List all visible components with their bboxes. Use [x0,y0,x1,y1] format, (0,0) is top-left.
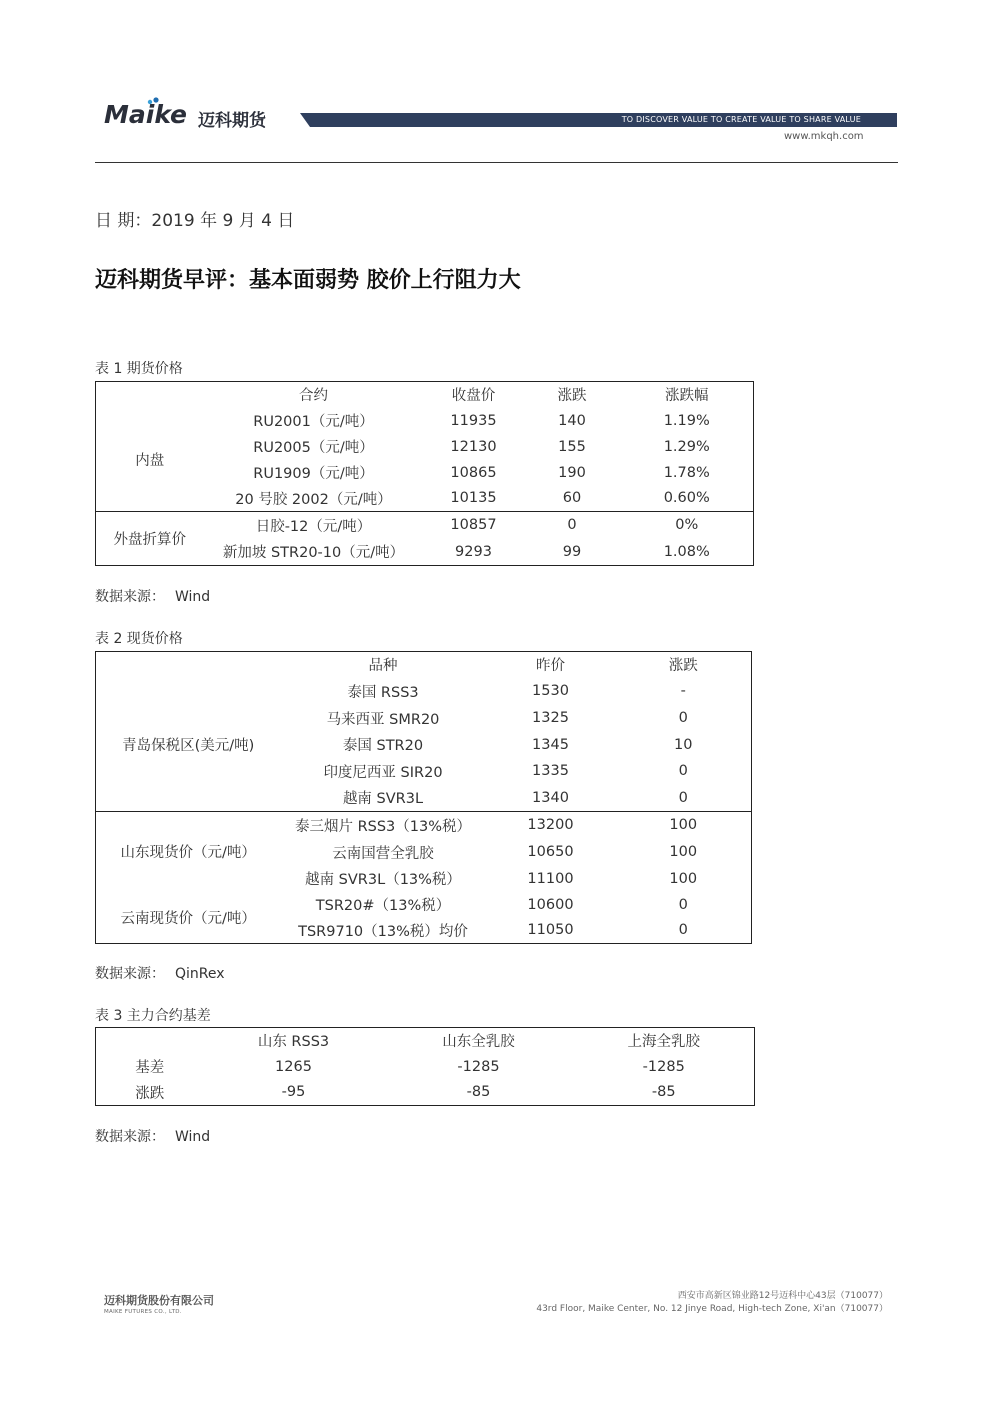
table-cell: 100 [669,870,698,887]
table-cell: 0 [524,512,621,539]
footer-address [536,1290,888,1316]
table-cell: 新加坡 STR20-10（元/吨） [222,545,405,562]
futures-price-table [95,381,754,566]
table-cell: - [680,683,686,699]
table-cell: RU2001（元/吨） [253,414,374,430]
table-header-cell: 涨跌幅 [665,388,709,405]
logo-wordmark: Maike [104,100,188,129]
table-header-cell: 收盘价 [451,388,496,405]
table-cell: 9293 [455,543,492,560]
table-cell: 10135 [450,490,497,507]
table-cell: 泰国 STR20 [342,738,424,754]
table-header-cell [96,1028,204,1054]
table-cell: 140 [558,412,586,429]
table2-caption: 表 2 现货价格 [95,631,183,647]
table-header-cell: 山东全乳胶 [442,1034,515,1051]
table-cell: 0 [678,922,688,939]
table-cell: -95 [281,1084,306,1101]
table-cell: 10865 [450,464,497,481]
table-row [96,1080,755,1106]
source-value: QinRex [175,966,225,982]
source-label: 数据来源： [95,966,165,982]
table-cell: 泰国 RSS3 [347,684,419,701]
report-date: 日 期：2019 年 9 月 4 日 [95,211,295,231]
table-row [96,408,754,434]
table-cell: 1265 [275,1058,312,1075]
table-row [96,678,752,705]
group-label: 内盘 [135,452,165,469]
group-label: 山东现货价（元/吨） [96,812,281,892]
table-cell: 1340 [532,789,569,806]
table-cell: 1.19% [663,412,710,429]
table-cell: 100 [669,844,698,860]
footer-company [104,1292,214,1315]
table-cell: 155 [558,438,586,455]
table-row [96,512,754,539]
table-row [96,1054,755,1080]
table3-caption: 表 3 主力合约基差 [95,1008,211,1024]
table-cell: 云南国营全乳胶 [332,845,434,862]
table-cell: 99 [562,543,582,560]
table-cell: 1530 [532,683,569,699]
website-url[interactable]: www.mkqh.com [784,131,864,142]
table-cell: -85 [651,1084,676,1101]
table-cell: 越南 SVR3L [342,791,424,808]
table2-source [95,963,225,983]
table-cell: 1.29% [663,438,710,455]
table-cell: 0 [678,896,688,913]
group-label: 青岛保税区(美元/吨) [122,737,255,754]
logo-chinese-name: 迈科期货 [198,111,266,131]
slogan-text: TO DISCOVER VALUE TO CREATE VALUE TO SHARE VALUE [621,115,861,124]
table-cell: -1285 [457,1058,500,1075]
table-cell: 20 号胶 2002（元/吨） [235,491,392,508]
basis-table [95,1027,755,1106]
report-title: 迈科期货早评：基本面弱势 胶价上行阻力大 [95,268,521,293]
table1-caption: 表 1 期货价格 [95,361,183,377]
footer-company-cn: 迈科期货股份有限公司 [104,1294,214,1307]
source-value: Wind [175,1129,211,1145]
table-header-cell: 山东 RSS3 [257,1034,330,1051]
table-cell: 0 [678,789,688,806]
table-header-row [96,652,752,678]
footer-company-en: MAIKE FUTURES CO., LTD. [104,1309,182,1315]
spot-price-table [95,651,752,944]
table3-source [95,1126,210,1146]
slogan-bar [300,113,897,127]
table-cell: 12130 [450,438,497,455]
footer-address-en: 43rd Floor, Maike Center, No. 12 Jinye Road, High-tech Zone, Xi'an（710077） [536,1304,888,1314]
table-cell: 0 [678,763,688,779]
table-cell: 1325 [532,710,569,726]
table-header-cell: 合约 [299,388,328,405]
table-header-cell: 品种 [368,658,398,675]
table1-source [95,586,210,606]
table-cell: 13200 [486,812,616,839]
table-cell: 0 [678,710,688,726]
table-header-cell [96,382,204,408]
table-cell: 10600 [527,896,574,913]
table-header-cell: 昨价 [536,658,565,675]
source-label: 数据来源： [95,1129,165,1145]
table-cell: 60 [562,490,582,507]
table-cell: 马来西亚 SMR20 [326,711,440,728]
table-cell: 越南 SVR3L（13%税） [305,872,461,888]
table-header-cell: 涨跌 [557,388,587,405]
table-cell: RU2005（元/吨） [253,440,374,456]
table-row [96,812,752,839]
table-cell: 10650 [527,844,574,860]
table-cell: -1285 [642,1058,685,1075]
table-cell: 泰三烟片 RSS3（13%税） [281,812,486,839]
table-cell: 10857 [424,512,524,539]
table-cell: 1335 [532,763,569,779]
group-label: 外盘折算价 [96,512,204,566]
table-cell: 10 [674,736,693,753]
table-row [96,892,752,918]
table-cell: -85 [466,1084,491,1101]
header-divider [95,162,898,163]
table-cell: RU1909（元/吨） [253,466,374,482]
group-label: 云南现货价（元/吨） [120,910,256,927]
table-cell: 涨跌 [135,1085,165,1102]
table-cell: 11100 [527,870,574,887]
table-cell: 0% [621,512,754,539]
table-cell: TSR20#（13%税） [315,898,451,914]
table-cell: 11935 [450,412,497,429]
table-header-cell: 涨跌 [668,658,698,675]
table-header-cell [96,652,281,678]
table-cell: 100 [616,812,752,839]
table-cell: 1.78% [663,464,710,481]
table-cell: 0.60% [663,490,710,507]
source-value: Wind [175,589,211,605]
table-cell: 1345 [532,736,569,753]
table-cell: 印度尼西亚 SIR20 [323,764,443,781]
table-header-row [96,382,754,408]
table-cell: 日胶-12（元/吨） [204,512,424,539]
table-header-cell: 上海全乳胶 [627,1034,700,1051]
table-cell: 11050 [527,922,574,939]
table-cell: 1.08% [663,543,710,560]
table-cell: TSR9710（13%税）均价 [298,923,468,940]
table-cell: 190 [558,464,586,481]
source-label: 数据来源： [95,589,165,605]
footer-address-cn: 西安市高新区锦业路12号迈科中心43层（710077） [677,1291,888,1301]
table-cell: 基差 [135,1060,165,1076]
table-header-row [96,1028,755,1054]
